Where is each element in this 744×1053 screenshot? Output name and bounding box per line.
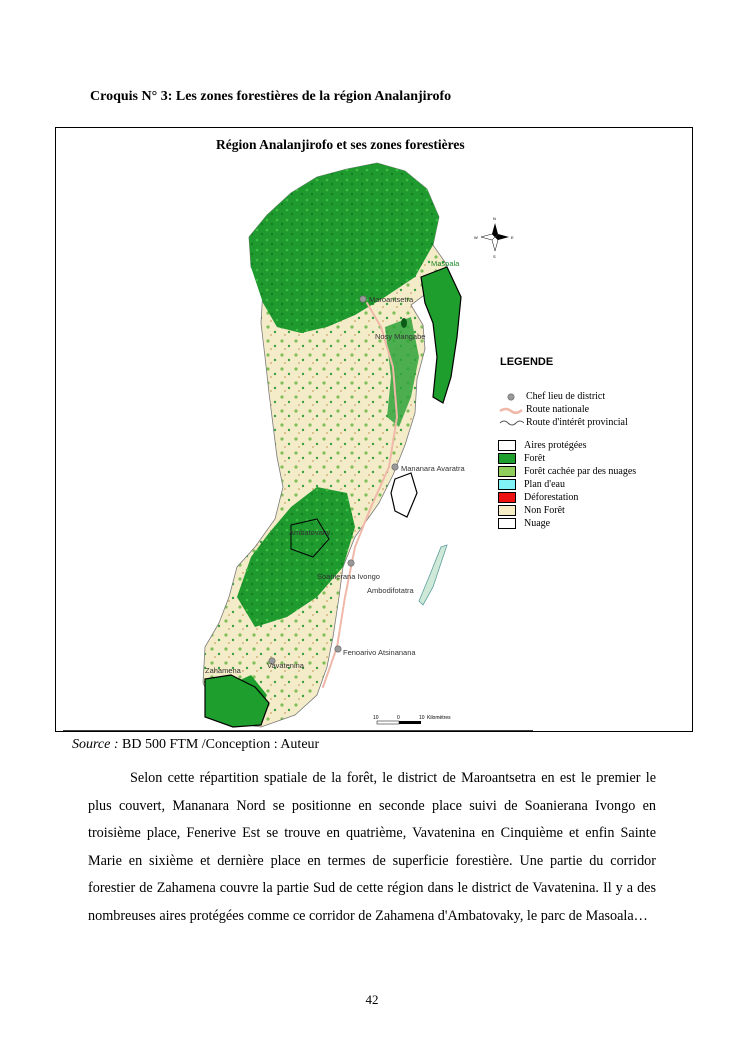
legend-row-provincial-road: Route d'intérêt provincial (496, 416, 636, 429)
swatch-forest (498, 453, 516, 464)
svg-text:S: S (493, 254, 496, 259)
national-road-icon (498, 405, 524, 415)
svg-text:W: W (474, 235, 478, 240)
swatch-cloud (498, 518, 516, 529)
nosy-mangabe-island (401, 318, 407, 328)
body-paragraph: Selon cette répartition spatiale de la forêt, le district de Maroantsetra en est le premier le plus couvert, Mananara Nord se positionne en seconde place suivi de Soanierana Ivongo en troisième place, Fenerive Est se trouve en quatrième, Vavatenina en Cinquième et enfin Sainte Marie en sixième et dernière place en termes de superficie forestière. Une partie du corridor forestier de Zahamena couvre la partie Sud de cette région dans le district de Vavatenina. Il y a des nombreuses aires protégées comme ce corridor de Zahamena d'Ambatovaky, le parc de Masoala… (88, 770, 656, 924)
legend-row-deforestation: Déforestation (496, 491, 636, 504)
capital-soanierana (348, 560, 354, 566)
map-source: Source : BD 500 FTM /Conception : Auteur (72, 737, 320, 752)
protected-area-mananara (391, 473, 417, 517)
legend-row-forest: Forêt (496, 452, 636, 465)
masoala-peninsula (421, 267, 461, 403)
map-title: Région Analanjirofo et ses zones forestières (216, 137, 465, 152)
label-masoala: Masoala (431, 259, 460, 268)
swatch-protected (498, 440, 516, 451)
label-maroantsetra: Maroantsetra (369, 295, 414, 304)
sainte-marie-island (419, 545, 447, 605)
north-arrow-icon (474, 216, 514, 259)
legend-title: LEGENDE (500, 356, 554, 368)
label-soanierana: Soanierana Ivongo (317, 572, 380, 581)
page-number: 42 (365, 992, 379, 1007)
scale-tick-1: 0 (397, 715, 400, 721)
map-legend (496, 356, 636, 530)
legend-row-national-road: Route nationale (496, 403, 636, 416)
swatch-water (498, 479, 516, 490)
scale-bar (373, 715, 451, 724)
legend-row-protected: Aires protégées (496, 439, 636, 452)
swatch-cloud-forest (498, 466, 516, 477)
figure-caption: Croquis N° 3: Les zones forestières de la région Analanjirofo (90, 89, 452, 104)
label-vavatenina: Vavatenina (267, 661, 304, 670)
swatch-deforestation (498, 492, 516, 503)
capital-maroantsetra (360, 296, 366, 302)
svg-text:E: E (511, 235, 514, 240)
district-capital-icon (505, 392, 517, 402)
capital-fenoarivo (335, 646, 341, 652)
swatch-non-forest (498, 505, 516, 516)
label-mananara: Mananara Avaratra (401, 464, 465, 473)
label-nosy-mangabe: Nosy Mangabe (375, 332, 426, 341)
capital-mananara (392, 464, 398, 470)
label-fenoarivo: Fenoarivo Atsinanana (343, 648, 416, 657)
scale-tick-0: 10 (373, 715, 379, 721)
label-zahamena: Zahamena (205, 666, 241, 675)
legend-row-cloud-forest: Forêt cachée par des nuages (496, 465, 636, 478)
label-ambodifotatra: Ambodifotatra (367, 586, 414, 595)
legend-row-district: Chef lieu de district (496, 390, 636, 403)
label-ambatovaky: Ambatovaky (289, 528, 331, 537)
legend-row-water: Plan d'eau (496, 478, 636, 491)
legend-row-cloud: Nuage (496, 517, 636, 530)
svg-text:N: N (493, 216, 496, 221)
provincial-road-icon (498, 418, 524, 428)
scale-tick-2: 10 (419, 715, 425, 721)
scale-unit: Kilomètres (427, 715, 451, 721)
legend-row-non-forest: Non Forêt (496, 504, 636, 517)
